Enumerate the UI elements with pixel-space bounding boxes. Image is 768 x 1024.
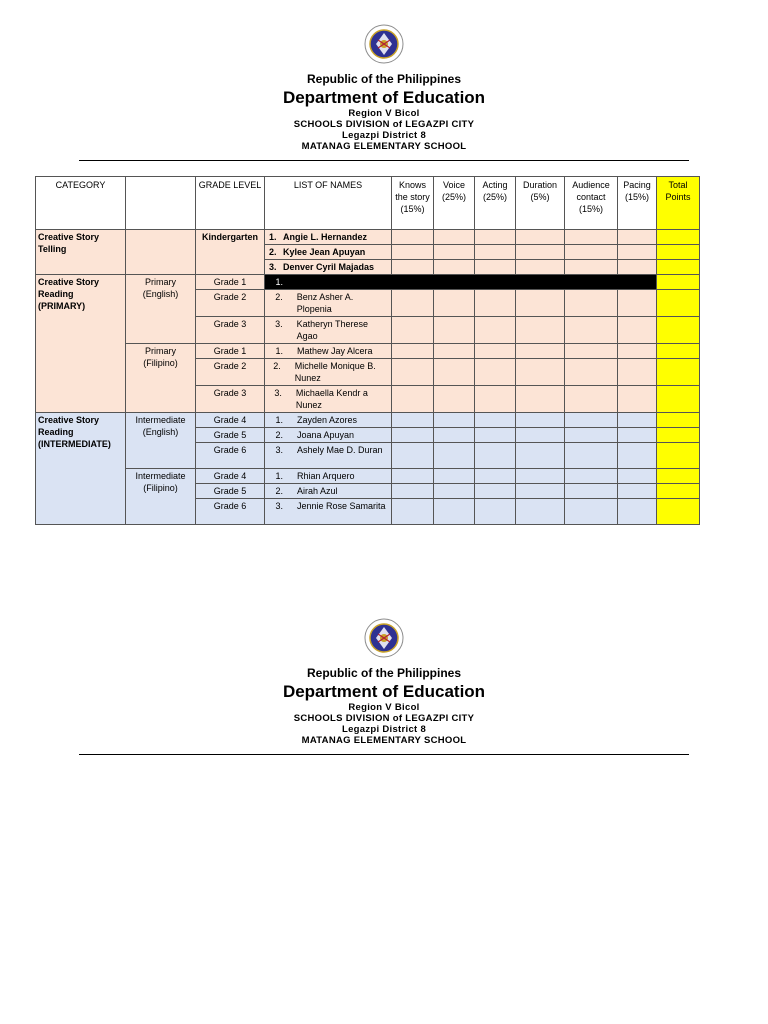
score-cell[interactable]	[565, 484, 618, 499]
col-grade-level: GRADE LEVEL	[196, 177, 265, 230]
score-cell[interactable]	[618, 260, 657, 275]
grade-cell: Grade 3	[196, 386, 265, 413]
total-cell[interactable]	[657, 230, 700, 245]
school-text: MATANAG ELEMENTARY SCHOOL	[301, 141, 467, 152]
contestant-name: Michelle Monique B. Nunez	[294, 361, 376, 383]
name-cell	[265, 317, 392, 344]
score-cell[interactable]	[618, 245, 657, 260]
contestant-name: Airah Azul	[297, 486, 338, 496]
scoring-table	[35, 176, 700, 525]
group-intermediate-filipino: Intermediate (Filipino)	[126, 469, 196, 525]
name-number: 2.	[275, 486, 283, 496]
score-cell[interactable]	[516, 260, 565, 275]
total-cell[interactable]	[657, 344, 700, 359]
score-cell[interactable]	[516, 428, 565, 443]
department-title: Department of Education	[282, 88, 486, 107]
total-cell[interactable]	[657, 469, 700, 484]
grade-cell: Grade 1	[196, 344, 265, 359]
category-primary: Creative Story Reading (PRIMARY)	[36, 275, 126, 413]
table-row	[36, 469, 700, 484]
category-storytelling: Creative Story Telling	[36, 230, 126, 275]
score-cell[interactable]	[434, 230, 475, 245]
score-cell[interactable]	[392, 290, 434, 317]
total-cell[interactable]	[657, 290, 700, 317]
name-cell	[265, 290, 392, 317]
name-cell	[265, 260, 392, 275]
name-number: 1.	[269, 232, 277, 242]
score-cell[interactable]	[618, 230, 657, 245]
total-cell[interactable]	[657, 260, 700, 275]
table-row	[36, 230, 700, 245]
score-cell[interactable]	[618, 428, 657, 443]
deped-seal-icon	[364, 618, 404, 658]
name-cell	[265, 484, 392, 499]
score-cell[interactable]	[475, 359, 516, 386]
region-text: Region V Bicol	[348, 702, 420, 713]
score-cell[interactable]	[565, 428, 618, 443]
score-cell[interactable]	[475, 443, 516, 469]
grade-cell: Grade 4	[196, 413, 265, 428]
score-cell[interactable]	[516, 359, 565, 386]
score-cell[interactable]	[434, 317, 475, 344]
col-list-of-names: LIST OF NAMES	[265, 177, 392, 230]
score-cell[interactable]	[516, 413, 565, 428]
score-cell[interactable]	[565, 260, 618, 275]
score-cell[interactable]	[618, 499, 657, 525]
total-cell[interactable]	[657, 245, 700, 260]
contestant-name: Mathew Jay Alcera	[297, 346, 373, 356]
score-cell[interactable]	[516, 290, 565, 317]
header-divider	[79, 754, 689, 755]
contestant-name: Joana Apuyan	[297, 430, 355, 440]
score-cell[interactable]	[618, 413, 657, 428]
score-cell[interactable]	[434, 260, 475, 275]
score-cell[interactable]	[565, 499, 618, 525]
name-number: 2.	[275, 292, 283, 302]
group-primary-filipino: Primary (Filipino)	[126, 344, 196, 413]
score-cell[interactable]	[434, 484, 475, 499]
name-number: 3.	[275, 501, 283, 511]
col-blank	[126, 177, 196, 230]
score-cell[interactable]	[434, 469, 475, 484]
name-number: 1.	[275, 277, 283, 287]
name-cell	[265, 386, 392, 413]
contestant-name: Angie L. Hernandez	[283, 232, 368, 242]
score-cell[interactable]	[516, 484, 565, 499]
republic-title: Republic of the Philippines	[306, 666, 461, 680]
score-cell[interactable]	[618, 484, 657, 499]
contestant-name: Benz Asher A. Plopenia	[296, 292, 354, 314]
district-text: Legazpi District 8	[341, 130, 427, 141]
score-cell[interactable]	[475, 230, 516, 245]
score-cell[interactable]	[392, 469, 434, 484]
name-cell	[265, 413, 392, 428]
score-cell[interactable]	[618, 386, 657, 413]
score-cell[interactable]	[434, 386, 475, 413]
name-cell	[265, 245, 392, 260]
district-text: Legazpi District 8	[341, 724, 427, 735]
col-knows-story: Knows the story (15%)	[392, 177, 434, 230]
score-cell[interactable]	[434, 344, 475, 359]
score-cell[interactable]	[392, 230, 434, 245]
col-audience-contact: Audience contact (15%)	[565, 177, 618, 230]
grade-cell: Grade 6	[196, 443, 265, 469]
score-cell[interactable]	[618, 359, 657, 386]
score-cell[interactable]	[475, 245, 516, 260]
score-cell[interactable]	[392, 484, 434, 499]
score-cell[interactable]	[392, 359, 434, 386]
score-cell[interactable]	[516, 386, 565, 413]
name-cell	[265, 499, 392, 525]
name-number: 1.	[275, 346, 283, 356]
score-cell[interactable]	[618, 443, 657, 469]
grade-kindergarten: Kindergarten	[196, 230, 265, 275]
name-number: 3.	[275, 319, 283, 329]
region-text: Region V Bicol	[348, 108, 420, 119]
total-cell[interactable]	[657, 413, 700, 428]
name-cell-redacted	[265, 275, 657, 290]
division-text: SCHOOLS DIVISION of LEGAZPI CITY	[293, 119, 475, 130]
name-cell	[265, 428, 392, 443]
score-cell[interactable]	[475, 317, 516, 344]
header-divider	[79, 160, 689, 161]
score-cell[interactable]	[516, 230, 565, 245]
school-text: MATANAG ELEMENTARY SCHOOL	[301, 735, 467, 746]
col-category: CATEGORY	[36, 177, 126, 230]
group-primary-english: Primary (English)	[126, 275, 196, 344]
total-cell[interactable]	[657, 386, 700, 413]
total-cell[interactable]	[657, 359, 700, 386]
score-cell[interactable]	[475, 428, 516, 443]
score-cell[interactable]	[516, 443, 565, 469]
score-cell[interactable]	[475, 469, 516, 484]
contestant-name: Michaella Kendr a Nunez	[295, 388, 368, 410]
table-row	[36, 344, 700, 359]
score-cell[interactable]	[392, 443, 434, 469]
score-cell[interactable]	[516, 469, 565, 484]
total-cell[interactable]	[657, 275, 700, 290]
grade-cell: Grade 5	[196, 428, 265, 443]
score-cell[interactable]	[516, 245, 565, 260]
score-cell[interactable]	[565, 230, 618, 245]
group-intermediate-english: Intermediate (English)	[126, 413, 196, 469]
score-cell[interactable]	[475, 413, 516, 428]
col-acting: Acting (25%)	[475, 177, 516, 230]
total-cell[interactable]	[657, 428, 700, 443]
score-cell[interactable]	[434, 290, 475, 317]
category-intermediate: Creative Story Reading (INTERMEDIATE)	[36, 413, 126, 525]
score-cell[interactable]	[516, 317, 565, 344]
score-cell[interactable]	[565, 359, 618, 386]
score-cell[interactable]	[618, 317, 657, 344]
total-cell[interactable]	[657, 499, 700, 525]
contestant-name: Zayden Azores	[297, 415, 358, 425]
grade-cell: Grade 3	[196, 317, 265, 344]
contestant-name: Katheryn Therese Agao	[296, 319, 369, 341]
grade-cell: Grade 1	[196, 275, 265, 290]
name-cell	[265, 359, 392, 386]
name-number: 2.	[275, 430, 283, 440]
score-cell[interactable]	[618, 344, 657, 359]
score-cell[interactable]	[475, 484, 516, 499]
grade-cell: Grade 6	[196, 499, 265, 525]
total-cell[interactable]	[657, 443, 700, 469]
table-row	[36, 413, 700, 428]
score-cell[interactable]	[475, 260, 516, 275]
score-cell[interactable]	[434, 443, 475, 469]
republic-title: Republic of the Philippines	[306, 72, 461, 86]
score-cell[interactable]	[392, 260, 434, 275]
contestant-name: Ashely Mae D. Duran	[297, 445, 383, 455]
score-cell[interactable]	[434, 499, 475, 525]
score-cell[interactable]	[516, 344, 565, 359]
name-number: 2.	[269, 247, 277, 257]
name-number: 1.	[275, 471, 283, 481]
score-cell[interactable]	[475, 386, 516, 413]
score-cell[interactable]	[565, 443, 618, 469]
score-cell[interactable]	[565, 245, 618, 260]
name-cell	[265, 469, 392, 484]
deped-seal-icon	[364, 24, 404, 64]
name-cell	[265, 344, 392, 359]
score-cell[interactable]	[516, 499, 565, 525]
contestant-name: Jennie Rose Samarita	[297, 501, 386, 511]
department-title: Department of Education	[282, 682, 486, 701]
division-text: SCHOOLS DIVISION of LEGAZPI CITY	[293, 713, 475, 724]
score-cell[interactable]	[392, 499, 434, 525]
score-cell[interactable]	[392, 386, 434, 413]
group-cell	[126, 230, 196, 275]
score-cell[interactable]	[618, 469, 657, 484]
col-duration: Duration (5%)	[516, 177, 565, 230]
score-cell[interactable]	[392, 413, 434, 428]
name-number: 2.	[273, 361, 281, 371]
score-cell[interactable]	[475, 499, 516, 525]
grade-cell: Grade 2	[196, 290, 265, 317]
grade-cell: Grade 2	[196, 359, 265, 386]
score-cell[interactable]	[565, 413, 618, 428]
table-row	[36, 275, 700, 290]
score-cell[interactable]	[434, 359, 475, 386]
contestant-name: Kylee Jean Apuyan	[283, 247, 366, 257]
score-cell[interactable]	[565, 290, 618, 317]
name-number: 3.	[275, 445, 283, 455]
grade-cell: Grade 4	[196, 469, 265, 484]
name-cell	[265, 443, 392, 469]
table-header-row	[36, 177, 700, 230]
score-cell[interactable]	[565, 386, 618, 413]
contestant-name: Denver Cyril Majadas	[283, 262, 375, 272]
score-cell[interactable]	[434, 428, 475, 443]
score-cell[interactable]	[392, 317, 434, 344]
score-cell[interactable]	[618, 290, 657, 317]
grade-cell: Grade 5	[196, 484, 265, 499]
score-cell[interactable]	[392, 344, 434, 359]
contestant-name: Rhian Arquero	[297, 471, 355, 481]
col-voice: Voice (25%)	[434, 177, 475, 230]
total-cell[interactable]	[657, 317, 700, 344]
score-cell[interactable]	[392, 428, 434, 443]
score-cell[interactable]	[565, 469, 618, 484]
name-number: 3.	[274, 388, 282, 398]
score-cell[interactable]	[434, 245, 475, 260]
score-cell[interactable]	[392, 245, 434, 260]
score-cell[interactable]	[475, 344, 516, 359]
score-cell[interactable]	[434, 413, 475, 428]
score-cell[interactable]	[565, 344, 618, 359]
col-pacing: Pacing (15%)	[618, 177, 657, 230]
col-total-points: Total Points	[657, 177, 700, 230]
name-number: 3.	[269, 262, 277, 272]
score-cell[interactable]	[565, 317, 618, 344]
name-cell	[265, 230, 392, 245]
name-number: 1.	[275, 415, 283, 425]
score-cell[interactable]	[475, 290, 516, 317]
total-cell[interactable]	[657, 484, 700, 499]
